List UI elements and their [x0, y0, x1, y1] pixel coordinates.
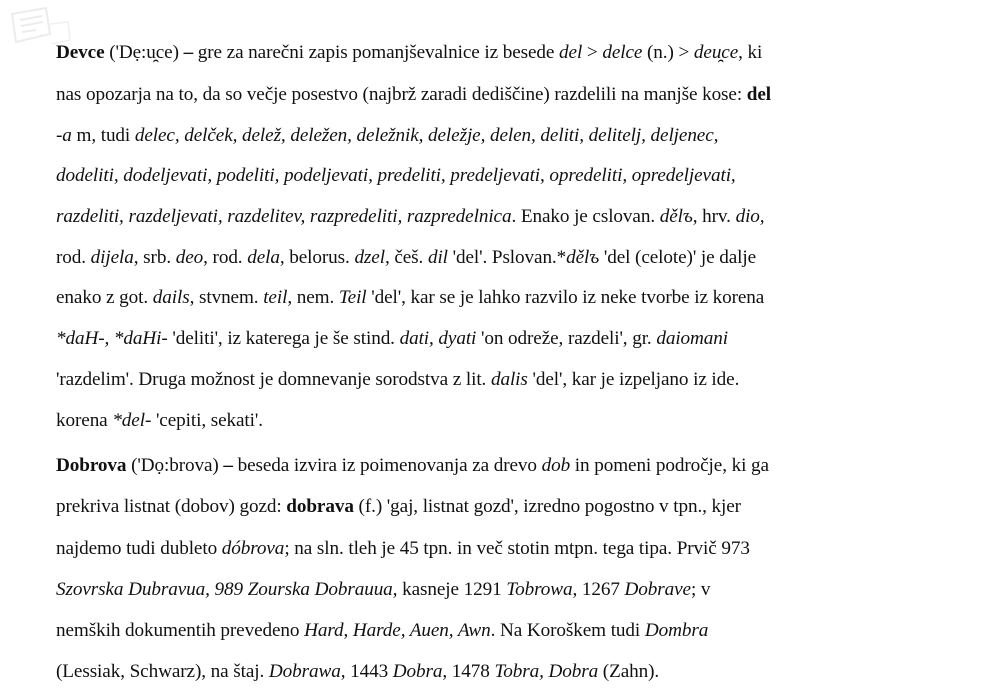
italic-text: Szovrska Dubravua, 989 Zourska Dobrauua, — [56, 578, 398, 600]
text-run: . Na Koroškem tudi — [490, 620, 645, 642]
italic-text: dil — [427, 246, 448, 268]
text-run: kasneje 1291 — [397, 578, 507, 600]
italic-text: Dobrawa — [268, 661, 341, 683]
italic-text: deu̯ce — [693, 42, 739, 63]
text-run: 'del', kar je izpeljano iz ide. — [527, 368, 740, 390]
text-run: beseda izvira iz poimenovanja za drevo — [232, 455, 542, 476]
italic-text: Teil — [338, 287, 367, 309]
text-line — [56, 278, 918, 319]
text-line — [56, 319, 918, 360]
text-run: , 1267 — [572, 578, 625, 600]
text-run: . Enako je cslovan. — [511, 206, 660, 228]
text-line — [56, 238, 918, 279]
bold-text: Dobrova — [56, 455, 127, 476]
text-run: 'on odreže, razdeli', gr. — [476, 328, 657, 350]
italic-text: dodeliti, dodeljevati, podeliti, podeljevati, predeliti, predeljevati, opredeliti, opredeljevati, — [56, 165, 736, 187]
italic-text: Harde, Auen, Awn — [352, 620, 491, 642]
text-line — [56, 610, 918, 651]
italic-text: teil — [263, 287, 288, 309]
text-line — [56, 360, 918, 401]
text-run: 'del'. Pslovan.* — [447, 246, 567, 268]
italic-text: dijela — [90, 246, 134, 268]
text-run: prekriva listnat (dobov) gozd: — [56, 496, 287, 518]
italic-text: *del- — [112, 409, 152, 431]
italic-text: Dobrave — [624, 578, 691, 600]
text-line — [56, 569, 918, 610]
text-line — [56, 156, 918, 197]
text-line — [56, 445, 918, 486]
bold-text: Devce — [56, 42, 105, 63]
text-run: korena — [56, 409, 113, 431]
italic-text: *daH-, *daHi- — [56, 328, 168, 350]
italic-text: -a — [56, 124, 72, 146]
text-run: 'cepiti, sekati'. — [151, 409, 263, 431]
text-run: m, tudi — [71, 124, 135, 146]
italic-text: delce — [602, 42, 643, 63]
italic-text: dělъ — [659, 206, 693, 228]
italic-text: razdeliti, razdeljevati, razdelitev, razpredeliti, razpredelnica — [56, 206, 512, 228]
italic-text: del — [559, 42, 583, 63]
italic-text: Tobrowa — [506, 578, 573, 600]
text-run: 'deliti', iz katerega je še stind. — [167, 328, 400, 350]
italic-text: dails — [152, 287, 190, 309]
italic-text: dělъ — [566, 246, 600, 268]
text-line — [56, 75, 918, 116]
text-run: ; na sln. tleh je 45 tpn. in več stotin mtpn. tega tipa. Prvič 973 — [284, 537, 750, 559]
text-run: , češ. — [384, 246, 428, 268]
text-run: in pomeni področje, ki ga — [570, 455, 769, 476]
text-run: , rod. — [203, 246, 248, 268]
text-line — [56, 651, 918, 692]
italic-text: dóbrova — [221, 537, 285, 559]
bold-text: del — [746, 84, 771, 105]
text-run: najdemo tudi dubleto — [56, 537, 222, 559]
text-run: nemških dokumentih prevedeno — [56, 620, 305, 642]
text-run: ('Dẹ:u̯ce) — [104, 42, 184, 63]
text-line — [56, 401, 918, 442]
text-line — [56, 33, 918, 75]
italic-text: dzel — [354, 246, 385, 268]
text-line — [56, 486, 918, 527]
italic-text: deo — [175, 246, 204, 268]
text-run: nas opozarja na to, da so večje posestvo (najbrž zaradi dediščine) razdelili na manjše kose: — [56, 84, 747, 105]
text-run: , stvnem. — [189, 287, 264, 309]
italic-text: dalis — [490, 368, 528, 390]
text-run: (Zahn). — [598, 661, 660, 683]
italic-text: dela — [247, 246, 280, 268]
text-line — [56, 116, 918, 157]
text-run: , belorus. — [279, 246, 355, 268]
italic-text: Tobra, Dobra — [494, 661, 599, 683]
italic-text: delec, delček, delež, deležen, deležnik, deležje, delen, deliti, delitelj, deljenec, — [134, 124, 719, 146]
text-run: (f.) 'gaj, listnat gozd', izredno pogostno v tpn., kjer — [353, 496, 741, 518]
text-run: ('Dọ:brova) — [126, 455, 224, 476]
text-run: 'del', kar se je lahko razvilo iz neke tvorbe iz korena — [366, 287, 765, 309]
text-run: , ki — [738, 42, 763, 63]
text-run: 'del (celote)' je dalje — [599, 246, 757, 268]
text-run: , nem. — [287, 287, 339, 309]
italic-text: dati, dyati — [399, 328, 477, 350]
text-run: , — [343, 620, 353, 642]
italic-text: dio, — [735, 206, 765, 228]
text-run: (Lessiak, Schwarz), na štaj. — [56, 661, 269, 683]
italic-text: Dombra — [644, 620, 709, 642]
bold-text: dobrava — [286, 496, 354, 518]
text-run: enako z got. — [56, 287, 153, 309]
text-run: > — [582, 42, 603, 63]
text-run: (n.) > — [642, 42, 694, 63]
text-line — [56, 197, 918, 238]
text-line — [56, 528, 918, 569]
dictionary-entry-dobrova — [56, 445, 918, 693]
italic-text: Hard — [304, 620, 344, 642]
bold-text: – — [183, 42, 194, 63]
text-run: , 1443 — [340, 661, 393, 683]
text-run: 'razdelim'. Druga možnost je domnevanje sorodstva z lit. — [56, 368, 491, 390]
dictionary-entry-devce — [56, 33, 918, 441]
text-run: , hrv. — [692, 206, 736, 228]
text-run: gre za narečni zapis pomanjševalnice iz besede — [193, 42, 560, 63]
italic-text: Dobra — [392, 661, 443, 683]
italic-text: daiomani — [656, 328, 729, 350]
text-run: , 1478 — [442, 661, 495, 683]
text-run: ; v — [690, 578, 711, 600]
bold-text: – — [223, 455, 233, 476]
italic-text: dob — [541, 455, 571, 476]
text-run: , srb. — [133, 246, 176, 268]
text-run: rod. — [56, 246, 91, 268]
